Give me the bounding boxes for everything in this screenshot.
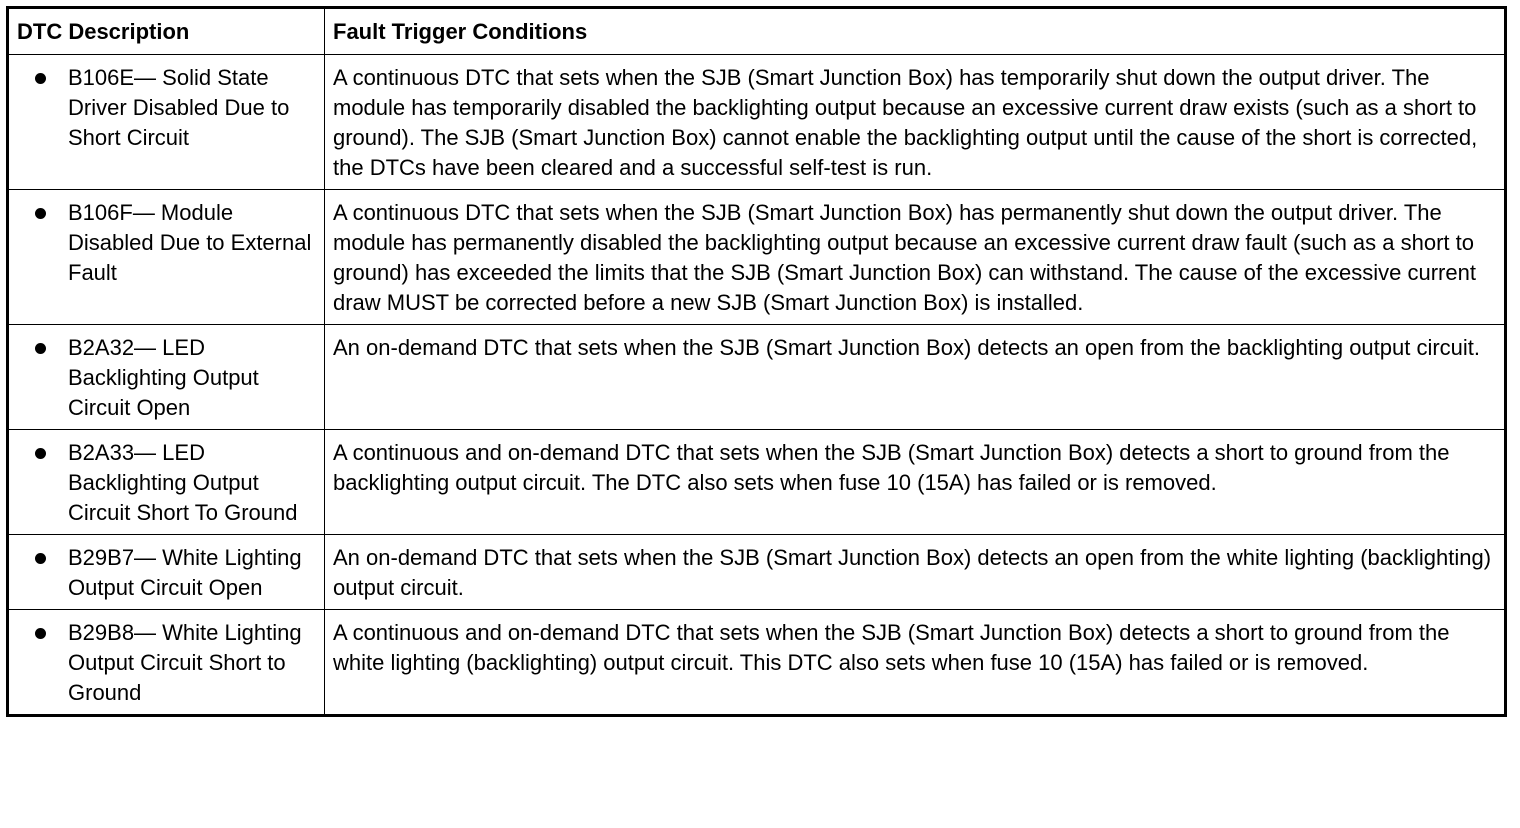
table-row <box>8 610 1506 716</box>
fault-trigger-conditions: An on-demand DTC that sets when the SJB (Smart Junction Box) detects an open from the white lighting (backlighting) output circuit. <box>325 535 1506 610</box>
fault-trigger-conditions: A continuous DTC that sets when the SJB (Smart Junction Box) has temporarily shut down the output driver. The module has temporarily disabled the backlighting output because an excessive current draw exists (such as a short to ground). The SJB (Smart Junction Box) cannot enable the backlighting output until the cause of the short is corrected, the DTCs have been cleared and a successful self-test is run. <box>325 55 1506 190</box>
bullet-icon <box>35 553 46 564</box>
table-row <box>8 325 1506 430</box>
fault-trigger-conditions: A continuous DTC that sets when the SJB (Smart Junction Box) has permanently shut down the output driver. The module has permanently disabled the backlighting output because an excessive current draw fault (such as a short to ground) has exceeded the limits that the SJB (Smart Junction Box) can withstand. The cause of the excessive current draw MUST be corrected before a new SJB (Smart Junction Box) is installed. <box>325 190 1506 325</box>
bullet-icon <box>35 208 46 219</box>
bullet-icon <box>35 343 46 354</box>
fault-trigger-conditions: A continuous and on-demand DTC that sets when the SJB (Smart Junction Box) detects a short to ground from the backlighting output circuit. The DTC also sets when fuse 10 (15A) has failed or is removed. <box>325 430 1506 535</box>
header-fault-trigger-conditions: Fault Trigger Conditions <box>325 8 1506 55</box>
header-row <box>8 8 1506 55</box>
bullet-icon <box>35 628 46 639</box>
table-row <box>8 535 1506 610</box>
table-row <box>8 190 1506 325</box>
bullet-icon <box>35 73 46 84</box>
dtc-description-cell <box>8 430 325 535</box>
bullet-icon <box>35 448 46 459</box>
table-row <box>8 55 1506 190</box>
table-row <box>8 430 1506 535</box>
dtc-description: B106E— Solid State Driver Disabled Due to Short Circuit <box>68 65 290 150</box>
dtc-description-cell <box>8 190 325 325</box>
header-dtc-description: DTC Description <box>8 8 325 55</box>
dtc-description-cell <box>8 55 325 190</box>
dtc-description: B29B7— White Lighting Output Circuit Open <box>68 545 302 600</box>
dtc-description: B29B8— White Lighting Output Circuit Short to Ground <box>68 620 302 705</box>
dtc-description: B2A32— LED Backlighting Output Circuit Open <box>68 335 259 420</box>
dtc-description-cell <box>8 610 325 716</box>
dtc-description-cell <box>8 325 325 430</box>
table-header <box>8 8 1506 55</box>
fault-trigger-conditions: A continuous and on-demand DTC that sets when the SJB (Smart Junction Box) detects a short to ground from the white lighting (backlighting) output circuit. This DTC also sets when fuse 10 (15A) has failed or is removed. <box>325 610 1506 716</box>
fault-trigger-conditions: An on-demand DTC that sets when the SJB (Smart Junction Box) detects an open from the backlighting output circuit. <box>325 325 1506 430</box>
dtc-description: B106F— Module Disabled Due to External Fault <box>68 200 312 285</box>
dtc-description: B2A33— LED Backlighting Output Circuit Short To Ground <box>68 440 298 525</box>
dtc-table <box>6 6 1507 717</box>
table-body <box>8 55 1506 716</box>
dtc-description-cell <box>8 535 325 610</box>
